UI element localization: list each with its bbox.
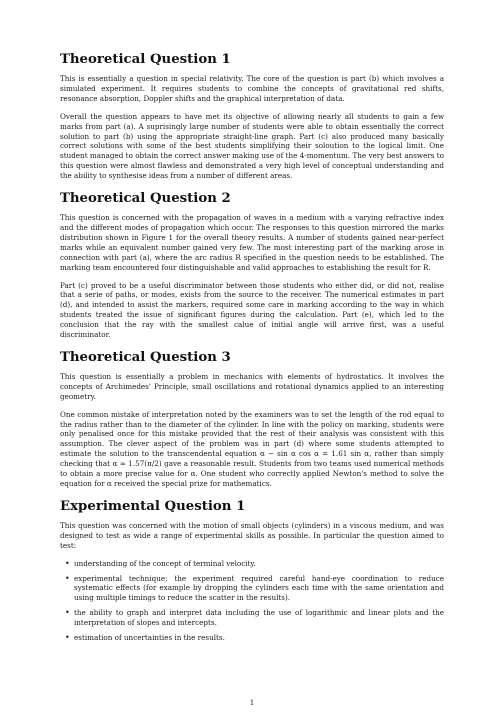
paragraph: One common mistake of interpretation noted by the examiners was to set the length of the rod equal to the radius rather than to the diameter of the cylinder. In line with the policy on marking, students were only penalised once for this mistake provided that the rest of their analysis was consistent with this assumption. The clever aspect of the problem was in part (d) where some students attempted to estimate the solution to the transcendental equation α − sin α cos α = 1.61 sin α, rather than simply checking that α ≈ 1.57(π/2) gave a reasonable result. Students from two teams used numerical methods to obtain a more precise value for α. One student who correctly applied Newton's method to solve the equation for α received the special prize for mathematics. — [60, 409, 444, 488]
section-theoretical-question-3 — [60, 350, 444, 489]
page-number: 1 — [249, 698, 255, 707]
section-heading: Theoretical Question 1 — [60, 52, 231, 67]
list-item: • the ability to graph and interpret data including the use of logarithmic and linear plots and the interpretation of slopes and intercepts. — [74, 608, 444, 628]
paragraph: This is essentially a question in special relativity. The core of the question is part (b) which involves a simulated experiment. It requires students to combine the concepts of gravitational red shifts, resonance absorption, Doppler shifts and the graphical interpretation of data. — [60, 74, 444, 103]
section-heading: Theoretical Question 2 — [60, 191, 231, 207]
page-content — [60, 52, 444, 653]
section-experimental-question-1 — [60, 499, 444, 643]
paragraph: Part (c) proved to be a useful discriminator between those students who either did, or did not, realise that a serie of paths, or modes, exists from the source to the receiver. The numerical estimates in part (d), and intended to assist the markers, required some care in marking according to the way in which students treated the issue of significant figures during the calculation. Part (e), which led to the conclusion that the ray with the smallest calue of initial angle will arrive first, was a useful discriminator. — [60, 280, 444, 340]
paragraph: Overall the question appears to have met its objective of allowing nearly all students to gain a few marks from part (a). A suprisingly large number of students were able to obtain essentially the correct solution to part (b) using the appropriate straight-line graph. Part (c) also produced many basically correct solutions with some of the best students simplifying their soloution to the logical limit. One student managed to obtain the correct answer making use of the 4-momentum. The very best answers to this question were almost flawless and demonstrated a very high level of conceptual understanding and the ability to synthesise ideas from a number of different areas. — [60, 111, 444, 181]
list-item: • estimation of uncertainties in the results. — [74, 633, 444, 643]
section-heading: Theoretical Question 3 — [60, 349, 231, 365]
section-theoretical-question-1 — [60, 52, 444, 181]
paragraph: This question is concerned with the propagation of waves in a medium with a varying refractive index and the different modes of propagation which occur. The responses to this question mirrored the marks distribution shown in Figure 1 for the overall theory results. A number of students gained near-perfect marks while an equivalent number gained very few. The most interesting part of the marking arose in connection with part (a), where the arc radius R specified in the question needs to be established. The marking team encountered four distinguishable and valid approaches to establishing the result for R. — [60, 213, 444, 272]
skills-list — [60, 559, 444, 643]
paragraph: This question is essentially a problem in mechanics with elements of hydrostatics. It involves the concepts of Archimedes' Principle, small oscillations and rotational dynamics applied to an interesting geometry. — [60, 371, 444, 401]
list-item: • experimental technique; the experiment required careful hand-eye coordination to reduce systematic effects (for example by dropping the cylinders each time with the same orientation and using multiple timings to reduce the scatter in the results). — [74, 574, 444, 604]
section-theoretical-question-2 — [60, 191, 444, 340]
paragraph: This question was concerned with the motion of small objects (cylinders) in a viscous medium, and was designed to test as wide a range of experimental skills as possible. In particular the question aimed to test: — [60, 520, 444, 550]
section-heading: Experimental Question 1 — [60, 498, 246, 514]
list-item: • understanding of the concept of terminal velocity. — [74, 559, 444, 569]
